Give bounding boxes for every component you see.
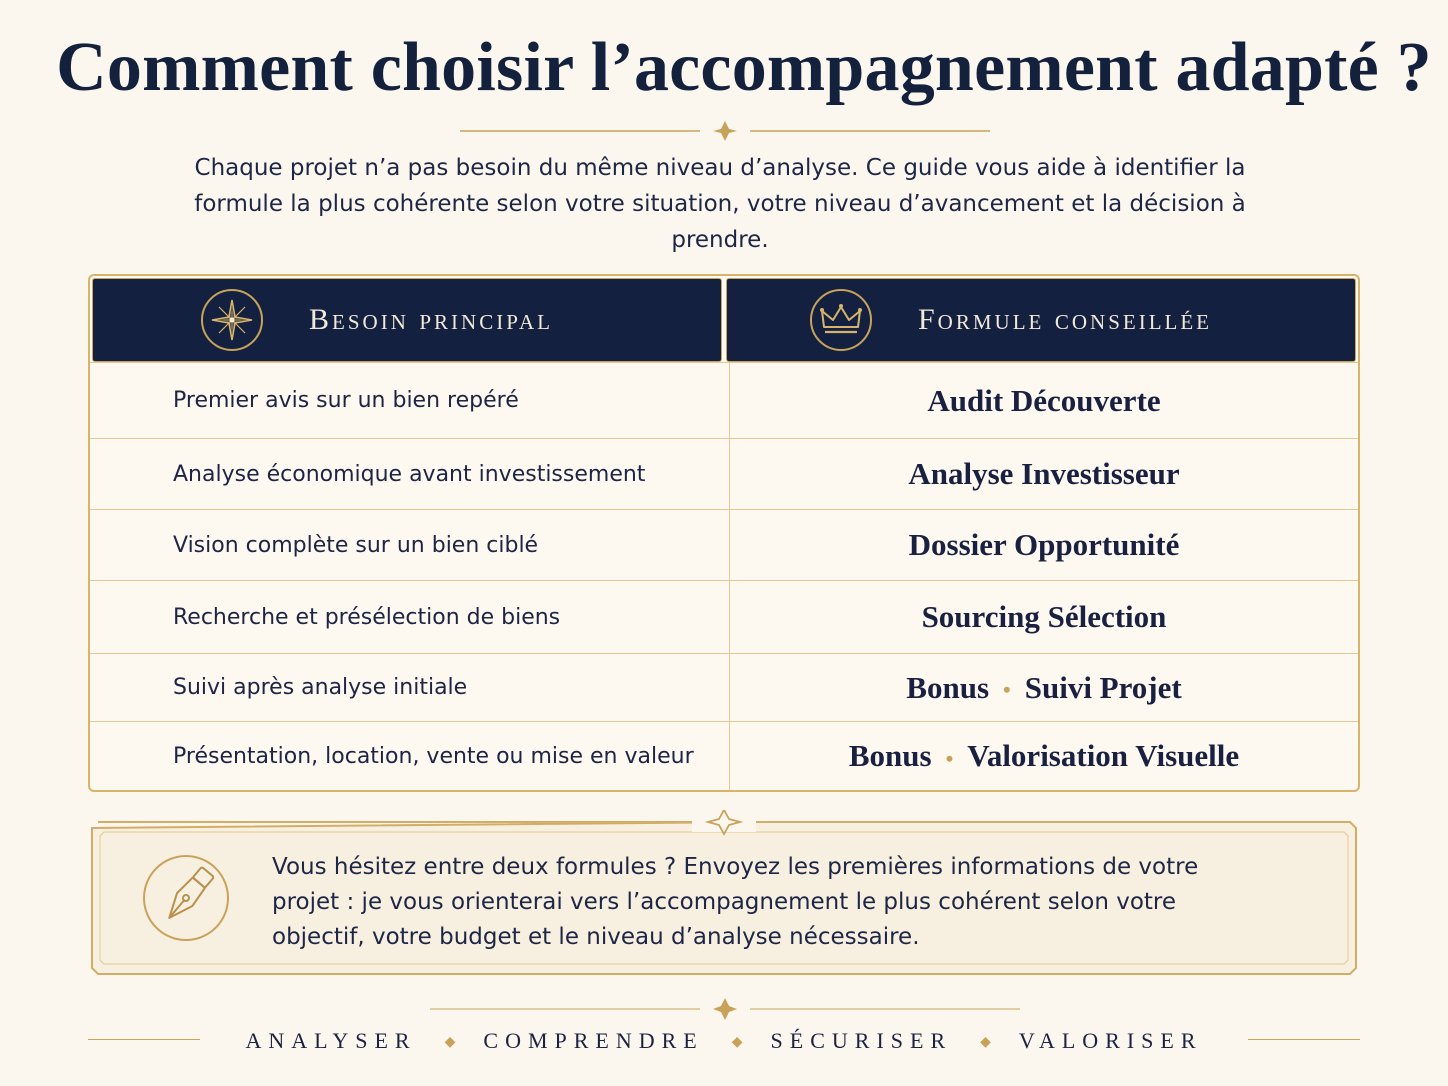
compass-star-icon xyxy=(201,289,263,351)
crown-icon xyxy=(810,289,872,351)
bottom-divider-ornament xyxy=(430,996,1020,1022)
need-cell: Vision complète sur un bien ciblé xyxy=(173,532,539,558)
header-formula-label: Formule conseillée xyxy=(918,303,1212,336)
footer-word: ANALYSER xyxy=(245,1028,417,1053)
footer-values xyxy=(0,1022,1448,1062)
table-header xyxy=(92,278,1356,362)
footer-word: VALORISER xyxy=(1018,1028,1203,1053)
footer-words xyxy=(0,1028,1448,1054)
page-title: Comment choisir l’accompagnement adapté ? xyxy=(56,29,1432,106)
formula-cell xyxy=(730,383,1358,419)
formula-table xyxy=(88,274,1360,792)
table-row xyxy=(90,653,1358,721)
bonus-label: Bonus xyxy=(906,669,990,705)
bullet-separator: • xyxy=(945,745,954,771)
need-cell: Recherche et présélection de biens xyxy=(173,604,561,630)
bonus-label: Bonus xyxy=(848,738,932,773)
formula-cell xyxy=(730,599,1358,635)
diamond-icon: ◆ xyxy=(980,1035,991,1051)
formula-cell xyxy=(730,738,1358,774)
fountain-pen-icon xyxy=(142,852,230,944)
header-need-label: Besoin principal xyxy=(309,303,553,336)
need-cell: Suivi après analyse initiale xyxy=(173,675,468,700)
formula-name: Suivi Projet xyxy=(1024,669,1182,705)
diamond-icon: ◆ xyxy=(444,1035,456,1051)
table-body xyxy=(90,362,1358,790)
header-need xyxy=(92,278,722,362)
intro-paragraph: Chaque projet n’a pas besoin du même niveau d’analyse. Ce guide vous aide à identifier la formule la plus cohérente selon votre situation, votre niveau d’avancement et la décision à prendre. xyxy=(194,155,1246,253)
table-row xyxy=(90,438,1358,509)
formula-name: Audit Découverte xyxy=(927,382,1161,418)
formula-name: Sourcing Sélection xyxy=(921,599,1167,634)
formula-cell xyxy=(730,527,1358,563)
table-row xyxy=(90,509,1358,580)
bullet-separator: • xyxy=(1003,677,1011,703)
note-text: Vous hésitez entre deux formules ? Envoyez les premières informations de votre projet : je vous orienterai vers l’accompagnement le plus cohérent selon votre objectif, votre budget et le niveau d’analyse nécessaire. xyxy=(272,854,1199,950)
title-divider-ornament xyxy=(460,120,990,142)
table-row xyxy=(90,580,1358,653)
need-cell: Premier avis sur un bien repéré xyxy=(173,388,519,413)
formula-name: Analyse Investisseur xyxy=(908,456,1180,491)
formula-name: Dossier Opportunité xyxy=(908,527,1180,562)
header-formula xyxy=(726,278,1356,362)
need-cell: Analyse économique avant investissement xyxy=(173,461,646,487)
table-row xyxy=(90,362,1358,438)
formula-name: Valorisation Visuelle xyxy=(967,738,1240,773)
footer-word: SÉCURISER xyxy=(770,1028,953,1053)
diamond-icon: ◆ xyxy=(731,1035,743,1051)
formula-cell xyxy=(730,670,1358,706)
need-cell: Présentation, location, vente ou mise en valeur xyxy=(173,743,694,769)
footer-word: COMPRENDRE xyxy=(483,1028,704,1053)
formula-cell xyxy=(730,456,1358,492)
table-row xyxy=(90,721,1358,790)
